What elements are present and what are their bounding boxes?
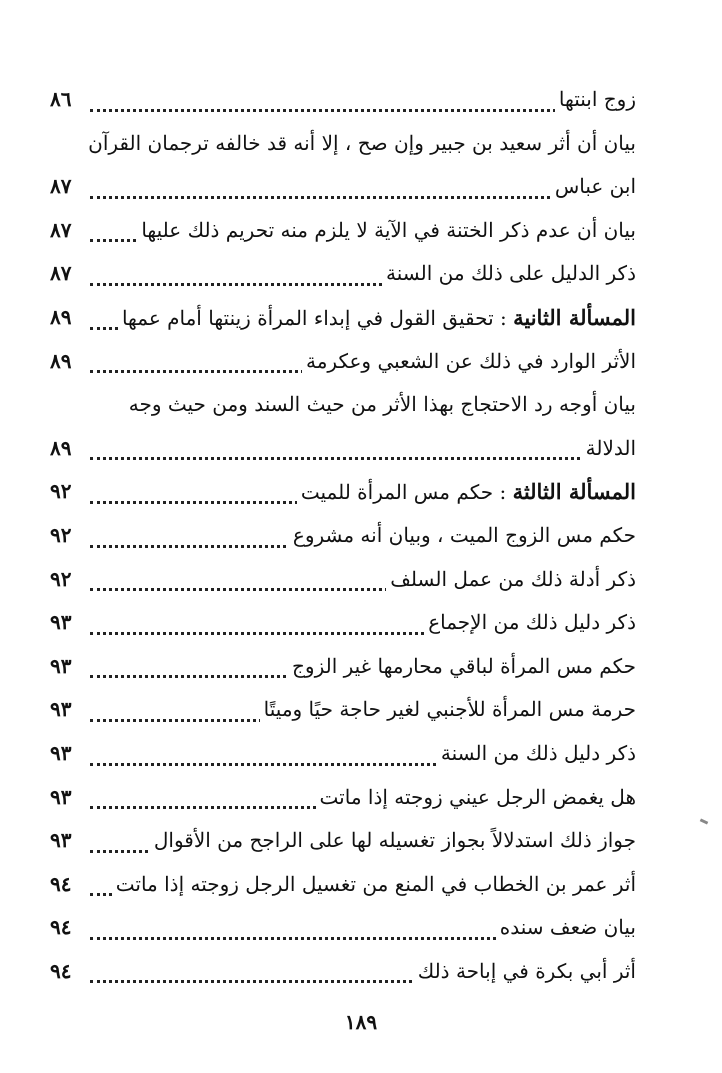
- margin-mark: [700, 818, 709, 824]
- toc-entry: [46, 601, 640, 645]
- entry-page-number: ٩٢: [46, 558, 75, 602]
- toc-entry: [46, 383, 640, 427]
- entry-page-number: ٩٣: [46, 601, 75, 645]
- entry-page-number: ٨٧: [46, 209, 75, 253]
- entry-text: جواز ذلك استدلالاً بجواز تغسيله لها على الراجح من الأقوال: [150, 819, 640, 863]
- leader-dots: [90, 457, 640, 460]
- entry-text: الأثر الوارد في ذلك عن الشعبي وعكرمة: [302, 340, 640, 384]
- section-label: المسألة الثالثة: [512, 479, 636, 505]
- entry-text: بيان ضعف سنده: [496, 906, 640, 950]
- toc-entry: [46, 906, 640, 950]
- entry-text: ابن عباس: [551, 165, 640, 209]
- entry-text: حرمة مس المرأة للأجنبي لغير حاجة حيًا وميتًا: [260, 688, 640, 732]
- entry-page-number: ٩٤: [46, 906, 75, 950]
- section-title: : حكم مس المرأة للميت: [300, 480, 513, 505]
- entry-text: أثر أبي بكرة في إباحة ذلك: [414, 950, 640, 994]
- entry-text: بيان أوجه رد الاحتجاج بهذا الأثر من حيث السند ومن حيث وجه: [125, 383, 640, 427]
- entry-text: [297, 470, 640, 514]
- entry-page-number: ٩٣: [46, 645, 75, 689]
- entry-page-number: ٨٧: [46, 165, 75, 209]
- entry-page-number: ٩٣: [46, 819, 75, 863]
- entry-text: ذكر أدلة ذلك من عمل السلف: [386, 558, 640, 602]
- entry-text: بيان أن عدم ذكر الختنة في الآية لا يلزم منه تحريم ذلك عليها: [137, 209, 640, 253]
- toc-entry: [46, 78, 640, 122]
- entry-text: حكم مس الزوج الميت ، وبيان أنه مشروع: [289, 514, 640, 558]
- toc-entry: [46, 252, 640, 296]
- entry-text: ذكر دليل ذلك من السنة: [437, 732, 640, 776]
- entry-page-number: ٩٤: [46, 950, 75, 994]
- entry-page-number: ٨٦: [46, 78, 75, 122]
- toc-section-entry: [46, 470, 640, 514]
- entry-text: أثر عمر بن الخطاب في المنع من تغسيل الرجل زوجته إذا ماتت: [112, 863, 640, 907]
- entry-text: هل يغمض الرجل عيني زوجته إذا ماتت: [316, 776, 640, 820]
- entry-text: حكم مس المرأة لباقي محارمها غير الزوج: [288, 645, 640, 689]
- section-title: : تحقيق القول في إبداء المرأة زينتها أمام عمها: [121, 305, 514, 330]
- entry-page-number: ٨٩: [46, 427, 75, 471]
- entry-page-number: ٩٣: [46, 776, 75, 820]
- toc-entry: [46, 558, 640, 602]
- section-label: المسألة الثانية: [513, 304, 636, 330]
- toc-entry: [46, 340, 640, 384]
- toc-entry: [46, 645, 640, 689]
- page-folio: ١٨٩: [344, 1010, 378, 1034]
- entry-text: الدلالة: [582, 427, 640, 471]
- entry-page-number: ٩٢: [46, 470, 75, 514]
- toc-entry: [46, 514, 640, 558]
- entry-text: [118, 296, 640, 340]
- toc-entry: [46, 732, 640, 776]
- toc-entry: [46, 165, 640, 209]
- entry-text: زوج ابنتها: [555, 78, 640, 122]
- toc-entry: [46, 819, 640, 863]
- table-of-contents: [46, 78, 640, 993]
- toc-entry: [46, 863, 640, 907]
- toc-entry: [46, 688, 640, 732]
- entry-text: ذكر الدليل على ذلك من السنة: [382, 252, 640, 296]
- toc-entry: [46, 427, 640, 471]
- entry-page-number: ٩٣: [46, 688, 75, 732]
- toc-entry: [46, 776, 640, 820]
- entry-text: بيان أن أثر سعيد بن جبير وإن صح ، إلا أنه قد خالفه ترجمان القرآن: [84, 122, 640, 166]
- entry-page-number: ٩٣: [46, 732, 75, 776]
- toc-entry: [46, 209, 640, 253]
- toc-section-entry: [46, 296, 640, 340]
- entry-page-number: ٨٩: [46, 340, 75, 384]
- toc-entry: [46, 950, 640, 994]
- toc-entry: [46, 122, 640, 166]
- entry-page-number: ٨٧: [46, 252, 75, 296]
- entry-page-number: ٨٩: [46, 296, 75, 340]
- entry-text: ذكر دليل ذلك من الإجماع: [424, 601, 640, 645]
- entry-page-number: ٩٤: [46, 863, 75, 907]
- entry-page-number: ٩٢: [46, 514, 75, 558]
